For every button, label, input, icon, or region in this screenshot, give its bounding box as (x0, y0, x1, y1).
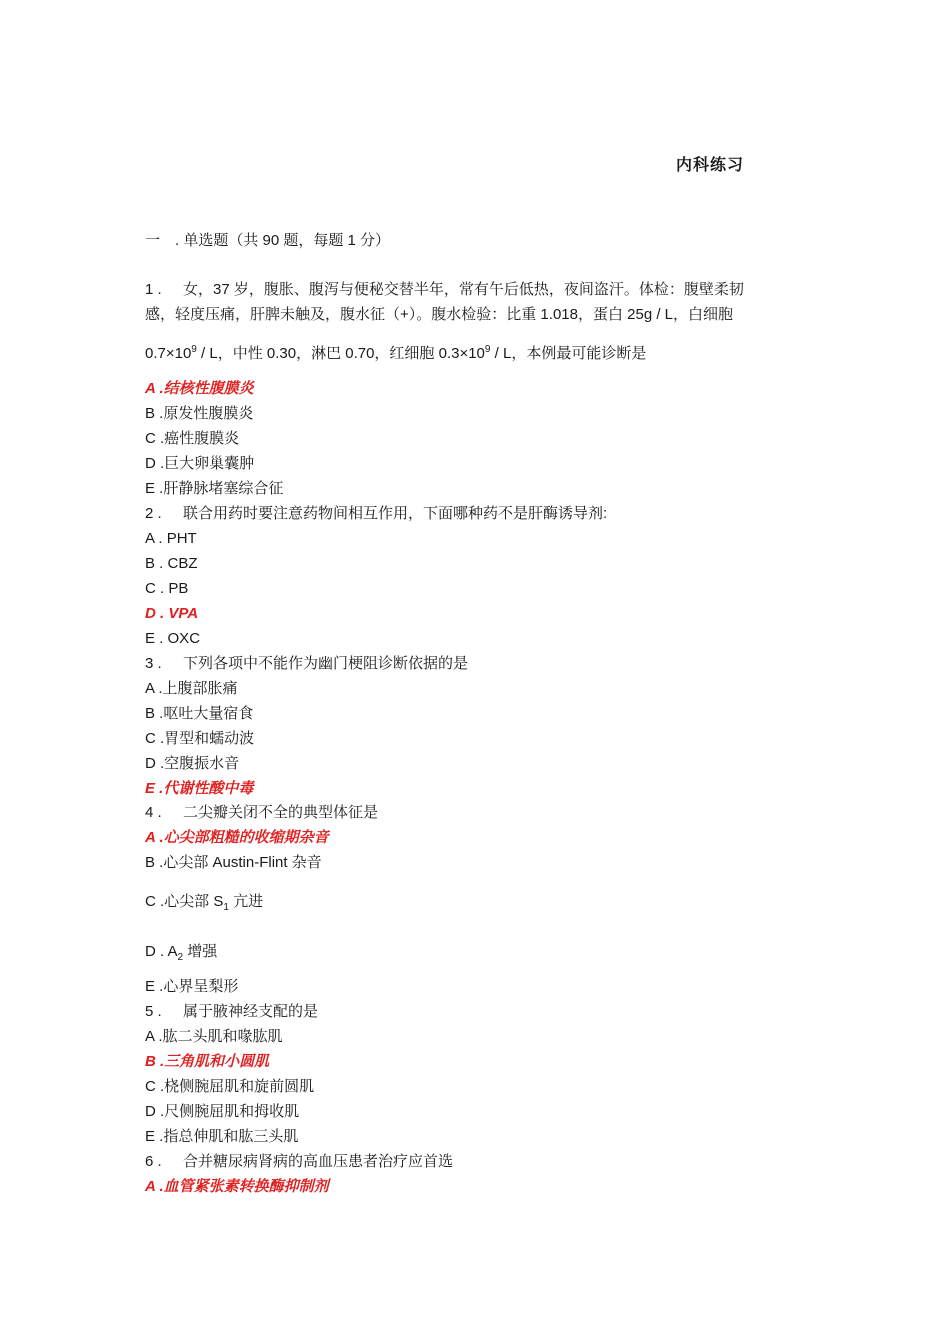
question-4-stem (145, 802, 815, 824)
option: B .原发性腹膜炎 (145, 405, 254, 422)
option: C .桡侧腕屈肌和旋前圆肌 (145, 1078, 315, 1095)
question-stem: 属于腋神经支配的是 (183, 1003, 319, 1020)
option: C . PB (145, 580, 189, 597)
question-number: 5 . (145, 1003, 162, 1020)
option: D .尺侧腕屈肌和拇收肌 (145, 1103, 300, 1120)
question-1-stem-line-1 (145, 279, 815, 301)
option-answer: B .三角肌和小圆肌 (145, 1053, 270, 1070)
option: E .肝静脉堵塞综合征 (145, 480, 284, 497)
option: B . CBZ (145, 555, 198, 572)
question-5-stem (145, 1001, 815, 1023)
question-stem: 联合用药时要注意药物间相互作用，下面哪种药不是肝酶诱导剂: (183, 505, 608, 522)
question-number: 2 . (145, 505, 162, 522)
option: B .心尖部 Austin-Flint 杂音 (145, 854, 322, 871)
option: C .心尖部 $S_1$ 亢进 (145, 893, 264, 913)
question-number: 1 . (145, 281, 162, 298)
question-3-stem (145, 653, 815, 675)
page-title: 内科练习 (676, 157, 745, 174)
option: D . $A_2$ 增强 (145, 943, 218, 963)
option-answer: A .心尖部粗糙的收缩期杂音 (145, 829, 329, 846)
question-number: 6 . (145, 1153, 162, 1170)
question-number: 4 . (145, 804, 162, 821)
question-stem: 二尖瓣关闭不全的典型体征是 (183, 804, 379, 821)
option: D .巨大卵巢囊肿 (145, 455, 255, 472)
question-stem: 下列各项中不能作为幽门梗阻诊断依据的是 (183, 655, 469, 672)
option: B .呕吐大量宿食 (145, 705, 254, 722)
option: C .癌性腹膜炎 (145, 430, 240, 447)
option: A .上腹部胀痛 (145, 680, 238, 697)
question-stem: 合并糖尿病肾病的高血压患者治疗应首选 (183, 1153, 454, 1170)
option: E .指总伸肌和肱三头肌 (145, 1128, 299, 1145)
question-1-stem-line-2: 感，轻度压痛，肝脾未触及，腹水征（+）。腹水检验：比重 1.018，蛋白 25g / L，白细胞 (145, 306, 734, 323)
option: A .肱二头肌和喙肱肌 (145, 1028, 283, 1045)
question-number: 3 . (145, 655, 162, 672)
question-6-stem (145, 1151, 815, 1173)
option: E .心界呈梨形 (145, 978, 239, 995)
option-answer: E .代谢性酸中毒 (145, 780, 254, 797)
question-1-stem-line-3: $0.7\times 10^9 / L$，中性 0.30，淋巴 0.70，红细胞 $0.3\times 10^9 / L$，本例最可能诊断是 (145, 344, 647, 362)
option-answer: A .血管紧张素转换酶抑制剂 (145, 1178, 329, 1195)
option: A . PHT (145, 530, 197, 547)
option: C .胃型和蠕动波 (145, 730, 255, 747)
option: E . OXC (145, 630, 201, 647)
question-2-stem (145, 503, 815, 525)
section-number: 一 (145, 232, 161, 249)
section-text: . 单选题（共 90 题，每题 1 分） (175, 232, 391, 249)
option-answer: D . VPA (145, 605, 199, 622)
section-heading (145, 229, 390, 250)
option: D .空腹振水音 (145, 755, 240, 772)
question-stem: 女，37 岁，腹胀、腹泻与便秘交替半年，常有午后低热，夜间盗汗。体检：腹壁柔韧 (183, 281, 744, 298)
option-answer: A .结核性腹膜炎 (145, 380, 254, 397)
